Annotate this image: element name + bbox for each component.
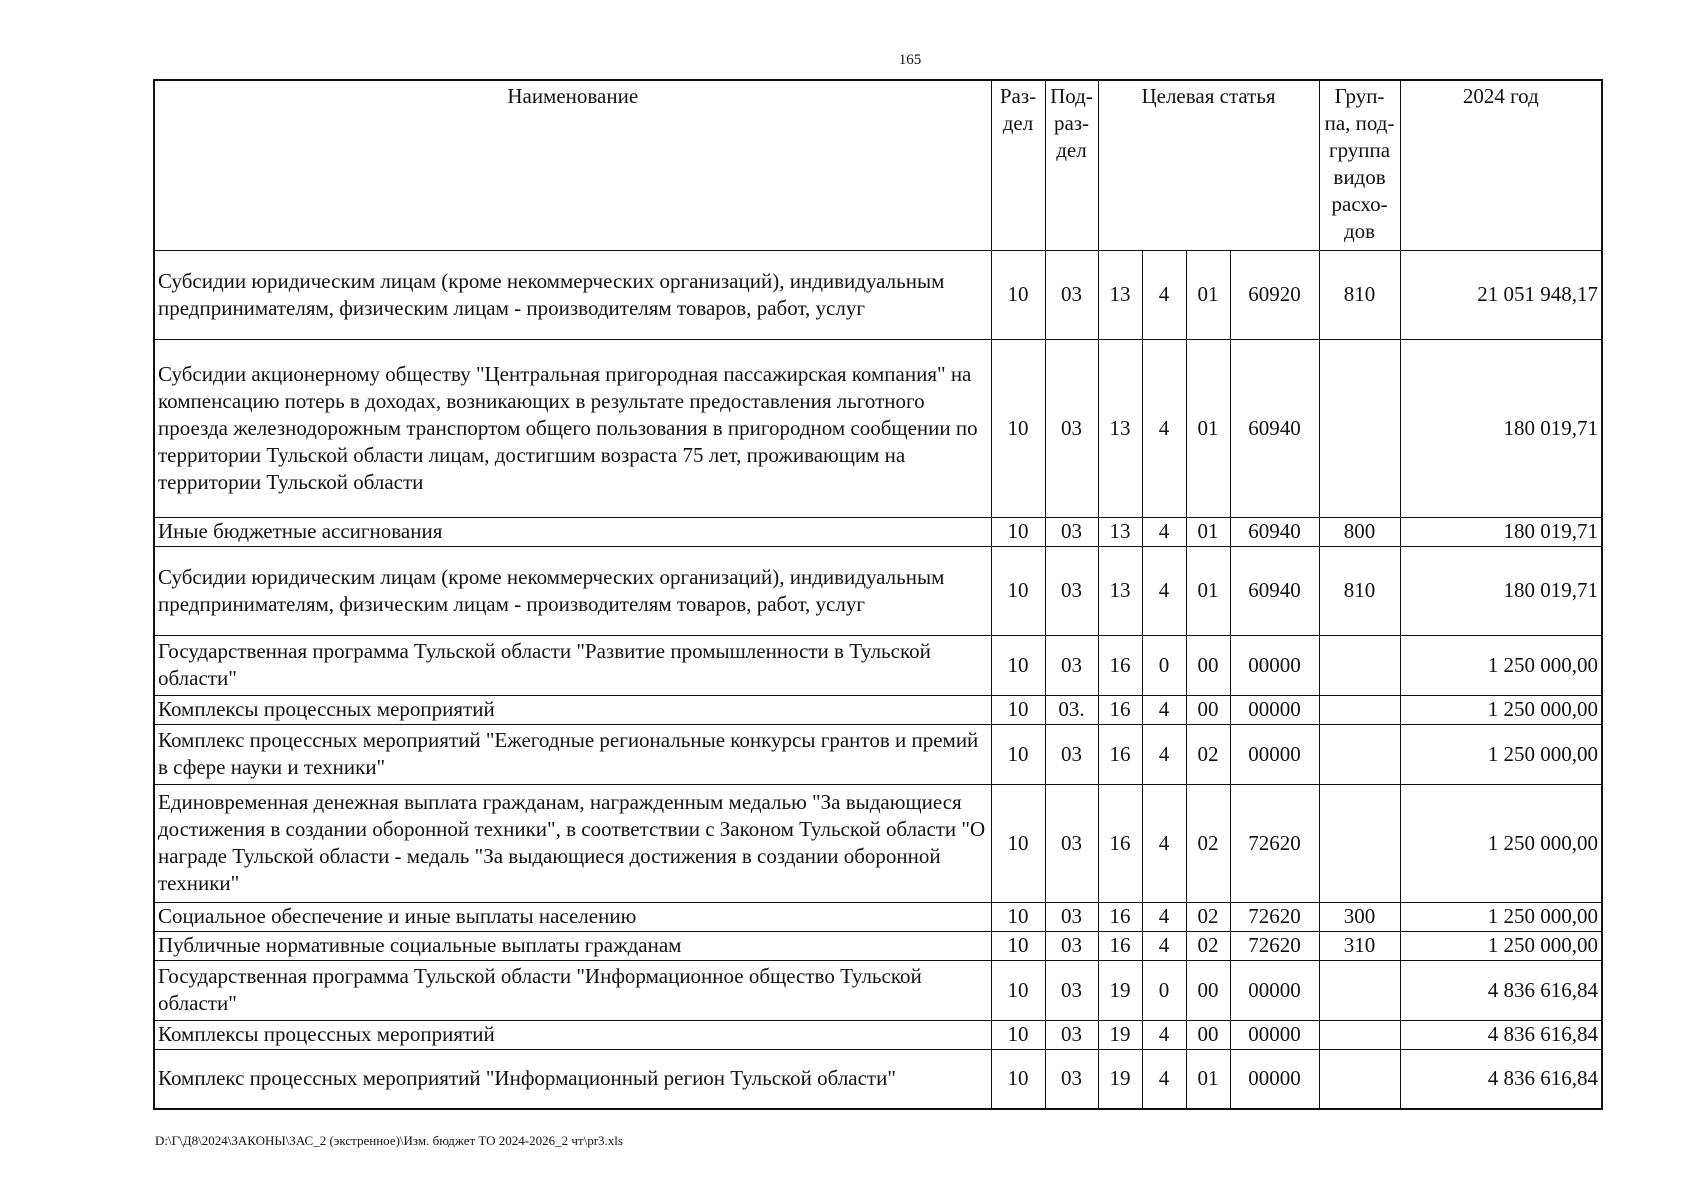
row-target-program: 16 xyxy=(1098,695,1142,724)
row-subsection: 03 xyxy=(1045,724,1098,784)
row-target-subprogram: 01 xyxy=(1186,339,1230,517)
row-section: 10 xyxy=(991,724,1045,784)
budget-table xyxy=(153,79,1603,1110)
row-target-program: 19 xyxy=(1098,1020,1142,1049)
header-subsection: Под- раз- дел xyxy=(1045,80,1098,250)
row-name: Комплекс процессных мероприятий "Информационный регион Тульской области" xyxy=(154,1049,991,1109)
row-target-subprogram: 01 xyxy=(1186,517,1230,546)
row-name: Субсидии акционерному обществу "Центральная пригородная пассажирская компания" на компенсацию потерь в доходах, возникающих в результате предоставления льготного проезда железнодорожным транспортом общего пользования в пригородном сообщении по территории Тульской области лицам, достигшим возраста 75 лет, проживающим на территории Тульской области xyxy=(154,339,991,517)
page-number: 165 xyxy=(898,52,922,68)
row-amount: 1 250 000,00 xyxy=(1400,695,1602,724)
row-name: Иные бюджетные ассигнования xyxy=(154,517,991,546)
header-year: 2024 год xyxy=(1400,80,1602,250)
row-name: Субсидии юридическим лицам (кроме некоммерческих организаций), индивидуальным предпринимателям, физическим лицам - производителям товаров, работ, услуг xyxy=(154,250,991,339)
row-subsection: 03 xyxy=(1045,1020,1098,1049)
row-target-subprogram: 02 xyxy=(1186,784,1230,902)
table-row xyxy=(154,250,1602,339)
row-section: 10 xyxy=(991,784,1045,902)
table-row xyxy=(154,695,1602,724)
table-row xyxy=(154,1020,1602,1049)
row-target-direction: 60940 xyxy=(1230,517,1319,546)
row-target-type: 4 xyxy=(1142,339,1186,517)
row-target-direction: 00000 xyxy=(1230,724,1319,784)
row-subsection: 03 xyxy=(1045,517,1098,546)
row-target-subprogram: 02 xyxy=(1186,931,1230,960)
row-subsection: 03 xyxy=(1045,250,1098,339)
row-subsection: 03 xyxy=(1045,339,1098,517)
header-section: Раз- дел xyxy=(991,80,1045,250)
table-header xyxy=(154,80,1602,250)
row-section: 10 xyxy=(991,250,1045,339)
row-target-subprogram: 00 xyxy=(1186,960,1230,1020)
row-section: 10 xyxy=(991,902,1045,931)
row-target-subprogram: 01 xyxy=(1186,546,1230,635)
row-target-program: 16 xyxy=(1098,784,1142,902)
row-section: 10 xyxy=(991,1049,1045,1109)
row-target-direction: 72620 xyxy=(1230,902,1319,931)
row-expense-group: 810 xyxy=(1319,250,1400,339)
row-amount: 4 836 616,84 xyxy=(1400,960,1602,1020)
header-name: Наименование xyxy=(154,80,991,250)
row-amount: 180 019,71 xyxy=(1400,517,1602,546)
row-target-program: 16 xyxy=(1098,902,1142,931)
row-expense-group xyxy=(1319,1020,1400,1049)
row-target-direction: 00000 xyxy=(1230,1049,1319,1109)
row-section: 10 xyxy=(991,695,1045,724)
header-expense-group: Груп- па, под- группа видов расхо- дов xyxy=(1319,80,1400,250)
row-target-subprogram: 01 xyxy=(1186,1049,1230,1109)
row-section: 10 xyxy=(991,339,1045,517)
row-target-type: 0 xyxy=(1142,635,1186,695)
row-target-program: 16 xyxy=(1098,931,1142,960)
row-target-type: 4 xyxy=(1142,250,1186,339)
row-target-type: 4 xyxy=(1142,546,1186,635)
row-expense-group xyxy=(1319,635,1400,695)
row-target-direction: 60920 xyxy=(1230,250,1319,339)
table-row xyxy=(154,724,1602,784)
row-section: 10 xyxy=(991,517,1045,546)
row-target-direction: 00000 xyxy=(1230,960,1319,1020)
row-target-subprogram: 02 xyxy=(1186,902,1230,931)
row-amount: 1 250 000,00 xyxy=(1400,635,1602,695)
row-amount: 1 250 000,00 xyxy=(1400,724,1602,784)
row-section: 10 xyxy=(991,960,1045,1020)
row-target-direction: 72620 xyxy=(1230,931,1319,960)
row-target-direction: 72620 xyxy=(1230,784,1319,902)
row-target-type: 4 xyxy=(1142,1020,1186,1049)
row-target-direction: 00000 xyxy=(1230,635,1319,695)
row-target-subprogram: 02 xyxy=(1186,724,1230,784)
row-target-direction: 00000 xyxy=(1230,695,1319,724)
row-expense-group xyxy=(1319,695,1400,724)
table-row xyxy=(154,902,1602,931)
row-expense-group xyxy=(1319,724,1400,784)
row-target-program: 19 xyxy=(1098,960,1142,1020)
row-name: Социальное обеспечение и иные выплаты населению xyxy=(154,902,991,931)
row-amount: 1 250 000,00 xyxy=(1400,902,1602,931)
row-target-subprogram: 00 xyxy=(1186,635,1230,695)
row-name: Комплексы процессных мероприятий xyxy=(154,1020,991,1049)
row-target-type: 4 xyxy=(1142,931,1186,960)
row-target-direction: 60940 xyxy=(1230,339,1319,517)
row-expense-group: 810 xyxy=(1319,546,1400,635)
row-name: Комплекс процессных мероприятий "Ежегодные региональные конкурсы грантов и премий в сфере науки и техники" xyxy=(154,724,991,784)
row-subsection: 03 xyxy=(1045,635,1098,695)
table-row xyxy=(154,546,1602,635)
row-section: 10 xyxy=(991,635,1045,695)
table-row xyxy=(154,339,1602,517)
row-target-type: 0 xyxy=(1142,960,1186,1020)
row-expense-group xyxy=(1319,960,1400,1020)
row-target-type: 4 xyxy=(1142,724,1186,784)
row-amount: 180 019,71 xyxy=(1400,339,1602,517)
row-amount: 1 250 000,00 xyxy=(1400,931,1602,960)
row-subsection: 03 xyxy=(1045,902,1098,931)
row-target-direction: 60940 xyxy=(1230,546,1319,635)
row-target-type: 4 xyxy=(1142,1049,1186,1109)
row-name: Субсидии юридическим лицам (кроме некоммерческих организаций), индивидуальным предпринимателям, физическим лицам - производителям товаров, работ, услуг xyxy=(154,546,991,635)
table-row xyxy=(154,517,1602,546)
row-expense-group xyxy=(1319,784,1400,902)
table-row xyxy=(154,784,1602,902)
row-subsection: 03 xyxy=(1045,931,1098,960)
row-name: Публичные нормативные социальные выплаты гражданам xyxy=(154,931,991,960)
row-subsection: 03 xyxy=(1045,1049,1098,1109)
row-target-subprogram: 01 xyxy=(1186,250,1230,339)
row-section: 10 xyxy=(991,546,1045,635)
row-target-program: 16 xyxy=(1098,635,1142,695)
table-row xyxy=(154,635,1602,695)
row-expense-group: 310 xyxy=(1319,931,1400,960)
row-section: 10 xyxy=(991,1020,1045,1049)
footer-file-path: D:\Г\Д8\2024\ЗАКОНЫ\ЗАС_2 (экстренное)\Изм. бюджет ТО 2024-2026_2 чт\pr3.xls xyxy=(155,1133,623,1148)
row-target-type: 4 xyxy=(1142,517,1186,546)
row-amount: 4 836 616,84 xyxy=(1400,1020,1602,1049)
row-subsection: 03 xyxy=(1045,960,1098,1020)
row-target-program: 13 xyxy=(1098,546,1142,635)
row-section: 10 xyxy=(991,931,1045,960)
row-target-subprogram: 00 xyxy=(1186,695,1230,724)
row-subsection: 03 xyxy=(1045,546,1098,635)
row-amount: 21 051 948,17 xyxy=(1400,250,1602,339)
row-target-type: 4 xyxy=(1142,902,1186,931)
row-target-direction: 00000 xyxy=(1230,1020,1319,1049)
row-target-type: 4 xyxy=(1142,784,1186,902)
row-amount: 4 836 616,84 xyxy=(1400,1049,1602,1109)
row-target-type: 4 xyxy=(1142,695,1186,724)
table-row xyxy=(154,1049,1602,1109)
row-amount: 1 250 000,00 xyxy=(1400,784,1602,902)
header-target-article: Целевая статья xyxy=(1098,80,1319,250)
table-row xyxy=(154,960,1602,1020)
row-subsection: 03. xyxy=(1045,695,1098,724)
row-name: Государственная программа Тульской области "Развитие промышленности в Тульской области" xyxy=(154,635,991,695)
row-name: Единовременная денежная выплата гражданам, награжденным медалью "За выдающиеся достижения в создании оборонной техники", в соответствии с Законом Тульской области "О награде Тульской области - медаль "За выдающиеся достижения в создании оборонной техники" xyxy=(154,784,991,902)
row-expense-group: 300 xyxy=(1319,902,1400,931)
row-expense-group xyxy=(1319,1049,1400,1109)
row-target-program: 19 xyxy=(1098,1049,1142,1109)
row-expense-group xyxy=(1319,339,1400,517)
row-name: Государственная программа Тульской области "Информационное общество Тульской области" xyxy=(154,960,991,1020)
row-target-program: 16 xyxy=(1098,724,1142,784)
row-subsection: 03 xyxy=(1045,784,1098,902)
row-target-program: 13 xyxy=(1098,339,1142,517)
row-target-program: 13 xyxy=(1098,517,1142,546)
row-name: Комплексы процессных мероприятий xyxy=(154,695,991,724)
table-row xyxy=(154,931,1602,960)
row-amount: 180 019,71 xyxy=(1400,546,1602,635)
row-expense-group: 800 xyxy=(1319,517,1400,546)
row-target-program: 13 xyxy=(1098,250,1142,339)
row-target-subprogram: 00 xyxy=(1186,1020,1230,1049)
